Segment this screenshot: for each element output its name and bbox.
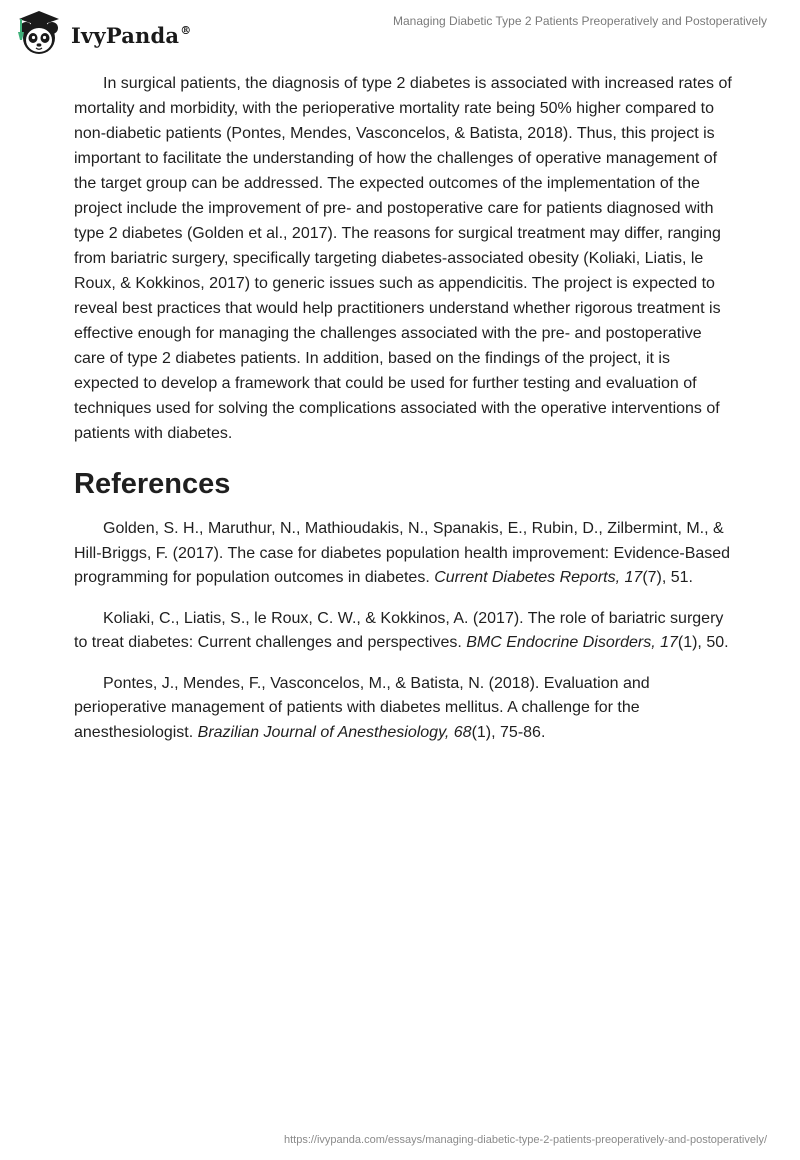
reference-journal: BMC Endocrine Disorders, 17 [466, 634, 678, 651]
reference-item: Koliaki, C., Liatis, S., le Roux, C. W., & Kokkinos, A. (2017). The role of bariatric surgery to treat diabetes: Current challenges and perspectives. BMC Endocrine Disorders, 17(1), 50. [74, 609, 729, 651]
document-title: Managing Diabetic Type 2 Patients Preoperatively and Postoperatively [393, 14, 767, 28]
essay-content [74, 71, 734, 761]
reference-item: Pontes, J., Mendes, F., Vasconcelos, M., & Batista, N. (2018). Evaluation and perioperative management of patients with diabetes mellitus. A challenge for the anesthesiologist. Brazilian Journal of Anesthesiology, 68(1), 75-86. [74, 674, 650, 741]
reference-journal: Current Diabetes Reports, 17 [434, 569, 643, 586]
reference-journal: Brazilian Journal of Anesthesiology, 68 [197, 723, 472, 741]
body-paragraph: In surgical patients, the diagnosis of type 2 diabetes is associated with increased rates of mortality and morbidity, with the perioperative mortality rate being 50% higher compared to non-diabetic patients (Pontes, Mendes, Vasconcelos, & Batista, 2018). Thus, this project is important to facilitate the understanding of how the challenges of operative management of the target group can be addressed. The expected outcomes of the implementation of the project include the improvement of pre- and postoperative care for patients diagnosed with type 2 diabetes (Golden et al., 2017). The reasons for surgical treatment may differ, ranging from bariatric surgery, specifically targeting diabetes-associated obesity (Koliaki, Liatis, le Roux, & Kokkinos, 2017) to generic issues such as appendicitis. The project is expected to reveal best practices that would help practitioners understand whether rigorous treatment is effective enough for managing the challenges associated with the pre- and postoperative care of type 2 diabetes patients. In addition, based on the findings of the project, it is expected to develop a framework that could be used for further testing and evaluation of techniques used for solving the complications associated with the operative interventions of patients with diabetes. [74, 75, 732, 442]
page-header [0, 0, 800, 60]
reference-item: Golden, S. H., Maruthur, N., Mathioudakis, N., Spanakis, E., Rubin, D., Zilbermint, M., & Hill-Briggs, F. (2017). The case for diabetes population health improvement: Evidence-Based programming for population outcomes in diabetes. Current Diabetes Reports, 17(7), 51. [74, 520, 731, 586]
footer-url-link[interactable]: https://ivypanda.com/essays/managing-diabetic-type-2-patients-preoperatively-and-postoperatively/ [283, 1134, 767, 1146]
brand-name: IvyPanda® [71, 22, 192, 48]
ivypanda-logo[interactable] [12, 8, 191, 58]
references-heading: References [74, 468, 231, 500]
registered-mark: ® [180, 23, 192, 37]
panda-graduate-icon [12, 8, 68, 58]
